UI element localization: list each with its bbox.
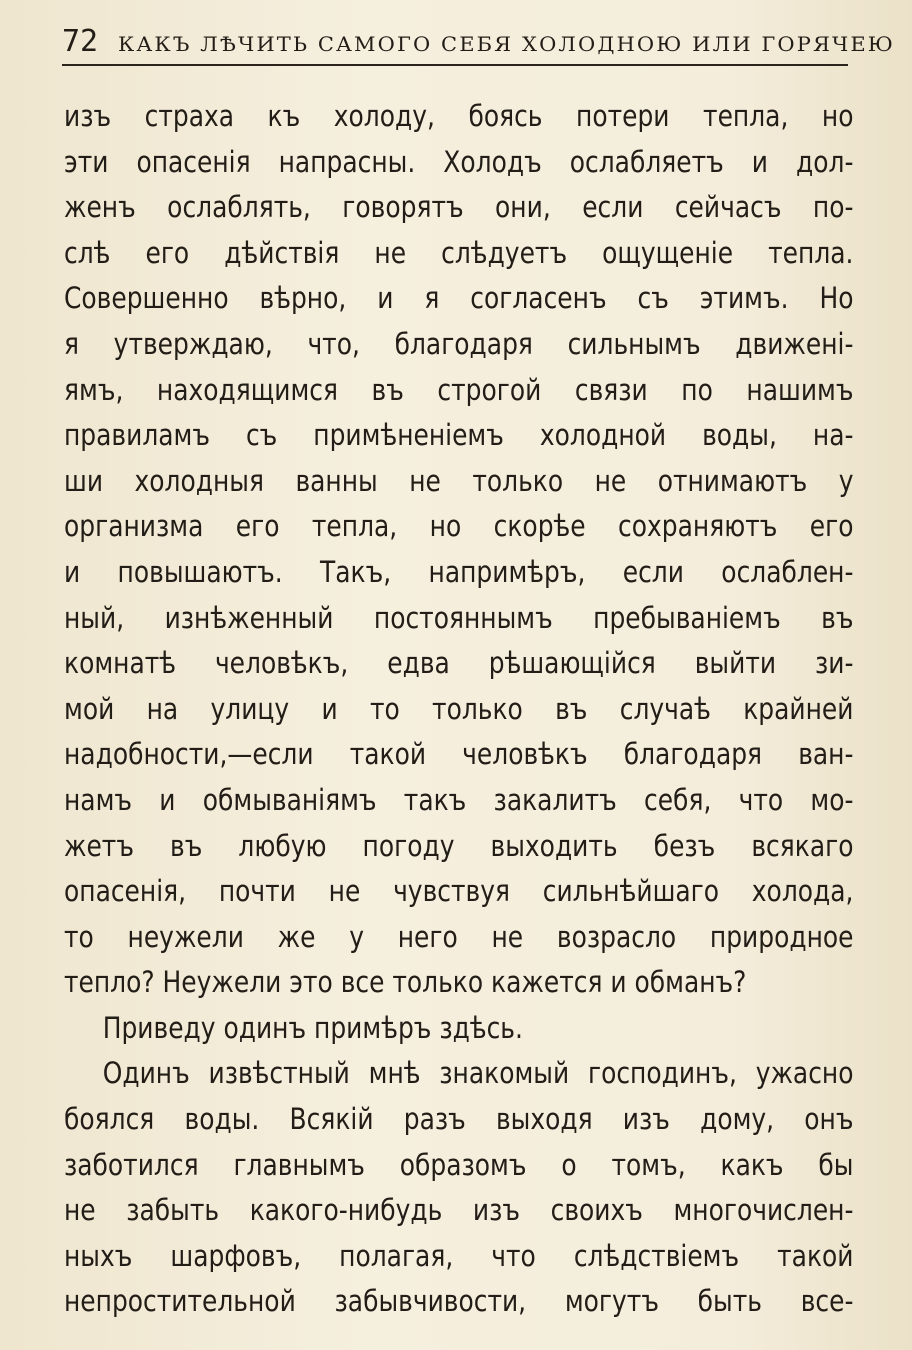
text-line: женъ ослаблять, говорятъ они, если сейчасъ по- [64, 190, 854, 225]
text-line: жетъ въ любую погоду выходить безъ всякаго [64, 828, 854, 863]
text-line: не забыть какого-нибудь изъ своихъ многочислен- [64, 1193, 854, 1228]
paragraph-line: Одинъ извѣстный мнѣ знакомый господинъ, ужасно [102, 1056, 854, 1091]
header-rule [62, 64, 848, 66]
text-line: организма его тепла, но скорѣе сохраняютъ его [64, 509, 854, 544]
text-line: намъ и обмываніямъ такъ закалитъ себя, что мо- [64, 782, 854, 817]
text-line: заботился главнымъ образомъ о томъ, какъ бы [64, 1147, 854, 1182]
text-line: слѣ его дѣйствія не слѣдуетъ ощущеніе тепла. [64, 235, 854, 270]
text-line: опасенія, почти не чувствуя сильнѣйшаго холода, [64, 874, 854, 909]
text-line: то неужели же у него не возрасло природное [64, 919, 854, 954]
text-line: тепло? Неужели это все только кажется и обманъ? [64, 965, 747, 1000]
text-line: ямъ, находящимся въ строгой связи по нашимъ [64, 372, 854, 407]
text-line: ши холодныя ванны не только не отнимаютъ у [64, 463, 854, 498]
running-head: КАКЪ ЛѢЧИТЬ САМОГО СЕБЯ ХОЛОДНОЮ ИЛИ ГОРЯЧЕЮ [118, 32, 896, 56]
text-line: непростительной забывчивости, могутъ быть все- [64, 1284, 854, 1319]
text-line: надобности,—если такой человѣкъ благодаря ван- [64, 737, 854, 772]
text-line: эти опасенія напрасны. Холодъ ослабляетъ и дол- [64, 144, 854, 179]
text-line: правиламъ съ примѣненіемъ холодной воды, на- [64, 418, 854, 453]
page-number: 72 [62, 24, 99, 59]
text-line: мой на улицу и то только въ случаѣ крайней [64, 691, 854, 726]
text-line: изъ страха къ холоду, боясь потери тепла, но [64, 99, 854, 133]
text-line: и повышаютъ. Такъ, напримѣръ, если ослаблен- [64, 554, 854, 589]
text-line: боялся воды. Всякій разъ выходя изъ дому, онъ [64, 1102, 854, 1137]
text-line: ный, изнѣженный постояннымъ пребываніемъ въ [64, 600, 854, 635]
paragraph-line: Приведу одинъ примѣръ здѣсь. [102, 1010, 523, 1045]
text-line: Совершенно вѣрно, и я согласенъ съ этимъ. Но [64, 281, 854, 316]
text-line: я утверждаю, что, благодаря сильнымъ движені- [64, 326, 854, 361]
page-header [62, 24, 896, 64]
text-line: комнатѣ человѣкъ, едва рѣшающійся выйти зи- [64, 646, 854, 681]
text-line: ныхъ шарфовъ, полагая, что слѣдствіемъ такой [64, 1238, 854, 1273]
body-text [64, 94, 854, 1325]
